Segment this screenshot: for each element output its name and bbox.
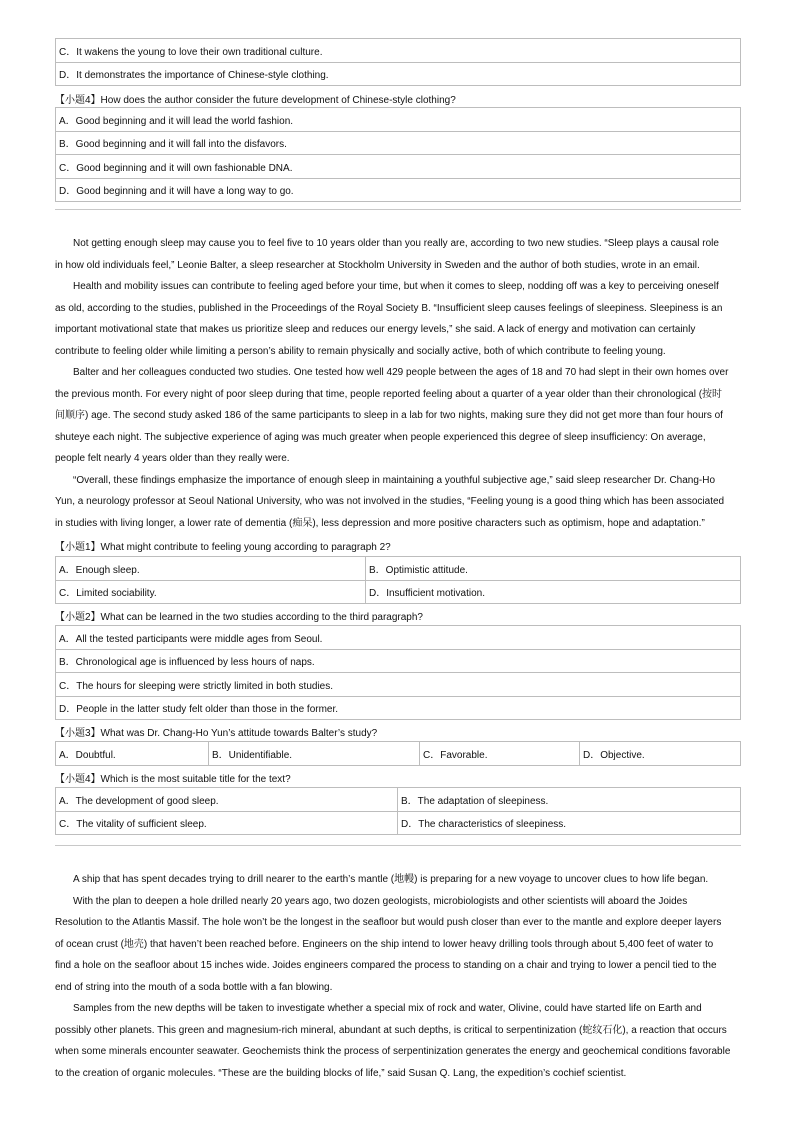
passage-line: Health and mobility issues can contribute to feeling aged before your time, but when it comes to sleep, nodding off was a key to perceiving oneself: [73, 281, 719, 292]
passage-line: Balter and her colleagues conducted two studies. One tested how well 429 people between the ages of 18 and 70 had slept in their own homes over: [73, 367, 729, 378]
passage-line: contribute to feeling older while limiting a person’s ability to remain physically and socially active, both of which contribute to feeling young.: [55, 345, 666, 357]
passage-line: end of string into the mouth of a soda bottle with a fan blowing.: [55, 981, 333, 993]
option-row: [56, 62, 741, 86]
option-b[interactable]: B．The adaptation of sleepiness.: [398, 788, 741, 812]
section-divider: [55, 209, 741, 210]
passage-sleep: [55, 233, 741, 534]
q1-options-table: [55, 556, 741, 604]
passage-line: to the creation of organic molecules. “These are the building blocks of life,” said Susan Q. Lang, the expedition’s cochief scientist.: [55, 1067, 627, 1079]
previous-q4-options-table: [55, 107, 741, 202]
passage-line: Yun, a neurology professor at Seoul National University, who was not involved in the studies, “Feeling young is a good thing which has been associated: [55, 496, 725, 507]
option-c[interactable]: C．The vitality of sufficient sleep.: [56, 811, 398, 835]
passage-line: Not getting enough sleep may cause you to feel five to 10 years older than you really are, according to two new studies. “Sleep plays a causal role: [73, 238, 719, 249]
option-b[interactable]: B．Good beginning and it will fall into the disfavors.: [56, 131, 741, 155]
option-c[interactable]: C．It wakens the young to love their own traditional culture.: [56, 39, 741, 63]
passage-line: find a hole on the seafloor about 15 inches wide. Joides engineers compared the process to standing on a chair and trying to lower a pencil tied to the: [55, 960, 717, 971]
question-prompt: 【小题3】What was Dr. Chang-Ho Yun’s attitude towards Balter’s study?: [55, 728, 378, 739]
passage-line: as old, according to the studies, published in the Proceedings of the Royal Society B. “Insufficient sleep causes feelings of sleepiness. Sleepiness is an: [55, 302, 723, 314]
option-d[interactable]: D．Objective.: [580, 742, 741, 766]
passage-line: possibly other planets. This green and magnesium-rich mineral, abundant at such depths, is critical to serpentinization (蛇纹石化), a reaction that occurs: [55, 1024, 727, 1036]
option-d[interactable]: D．Good beginning and it will have a long way to go.: [56, 178, 741, 202]
passage-line: important motivational state that makes us prioritize sleep and reduces our energy levels,” she said. A lack of energy and motivation can certainly: [55, 324, 696, 335]
passage-line: in studies with living longer, a lower rate of dementia (痴呆), less depression and more positive characters such as optimism, hope and adaptation.”: [55, 517, 705, 529]
passage-line: Resolution to the Atlantis Massif. The hole won’t be the longest in the seafloor but would push closer than ever to the mantle and explore deeper layers: [55, 917, 722, 928]
q2-options-table: [55, 625, 741, 720]
passage-line: “Overall, these findings emphasize the importance of enough sleep in maintaining a youthful subjective age,” said sleep researcher Dr. Chang-Ho: [73, 474, 716, 486]
question-prompt: 【小题2】What can be learned in the two studies according to the third paragraph?: [55, 612, 423, 623]
q3-options-table: [55, 741, 741, 766]
option-d[interactable]: D．Insufficient motivation.: [366, 580, 741, 604]
option-a[interactable]: A．All the tested participants were middle ages from Seoul.: [56, 626, 741, 650]
option-a[interactable]: A．Doubtful.: [56, 742, 209, 766]
option-d[interactable]: D．People in the latter study felt older than those in the former.: [56, 696, 741, 720]
passage-line: A ship that has spent decades trying to drill nearer to the earth’s mantle (地幔) is preparing for a new voyage to uncover clues to how life began.: [73, 874, 709, 885]
option-c[interactable]: C．Good beginning and it will own fashionable DNA.: [56, 155, 741, 179]
option-c[interactable]: C．The hours for sleeping were strictly limited in both studies.: [56, 673, 741, 697]
question-prompt: 【小题1】What might contribute to feeling young according to paragraph 2?: [55, 542, 391, 553]
previous-q3-options-table: [55, 38, 741, 86]
section-divider: [55, 845, 741, 846]
option-b[interactable]: B．Optimistic attitude.: [366, 557, 741, 581]
passage-line: in how old individuals feel,” Leonie Balter, a sleep researcher at Stockholm University in Sweden and the author of both studies, wrote in an email.: [55, 259, 700, 271]
option-a[interactable]: A．Good beginning and it will lead the world fashion.: [56, 108, 741, 132]
passage-line: of ocean crust (地壳) that haven’t been reached before. Engineers on the ship intend to lower heavy drilling tools through about 5,400 feet of water to: [55, 938, 714, 950]
option-c[interactable]: C．Limited sociability.: [56, 580, 366, 604]
passage-line: when some minerals encounter seawater. Geochemists think the process of serpentinization generates the energy and geochemical conditions favorable: [55, 1046, 731, 1057]
passage-line: people felt nearly 4 years older than they really were.: [55, 453, 290, 464]
question-prompt: 【小题4】How does the author consider the future development of Chinese-style clothing?: [55, 95, 456, 106]
option-d[interactable]: D．The characteristics of sleepiness.: [398, 811, 741, 835]
question-prompt: 【小题4】Which is the most suitable title for the text?: [55, 774, 291, 785]
option-c[interactable]: C．Favorable.: [420, 742, 580, 766]
option-a[interactable]: A．The development of good sleep.: [56, 788, 398, 812]
option-b[interactable]: B．Unidentifiable.: [209, 742, 420, 766]
passage-line: Samples from the new depths will be taken to investigate whether a special mix of rock and water, Olivine, could have started life on Earth and: [73, 1003, 702, 1014]
passage-line: 间顺序) age. The second study asked 186 of the same participants to sleep in a lab for two nights, making sure they did not get more than four hours of: [55, 410, 723, 421]
q4-options-table: [55, 787, 741, 835]
passage-line: shuteye each night. The subjective experience of aging was much greater when people experienced this degree of sleep insufficiency: On average,: [55, 431, 706, 443]
passage-drilling: [55, 869, 741, 1084]
option-d[interactable]: D．It demonstrates the importance of Chinese-style clothing.: [56, 62, 741, 86]
passage-line: With the plan to deepen a hole drilled nearly 20 years ago, two dozen geologists, microbiologists and other scientists will aboard the Joides: [73, 895, 688, 907]
option-b[interactable]: B．Chronological age is influenced by less hours of naps.: [56, 649, 741, 673]
option-a[interactable]: A．Enough sleep.: [56, 557, 366, 581]
option-row: [56, 39, 741, 63]
passage-line: the previous month. For every night of poor sleep during that time, people reported feeling about a quarter of a year older than their chronological (按时: [55, 388, 723, 400]
